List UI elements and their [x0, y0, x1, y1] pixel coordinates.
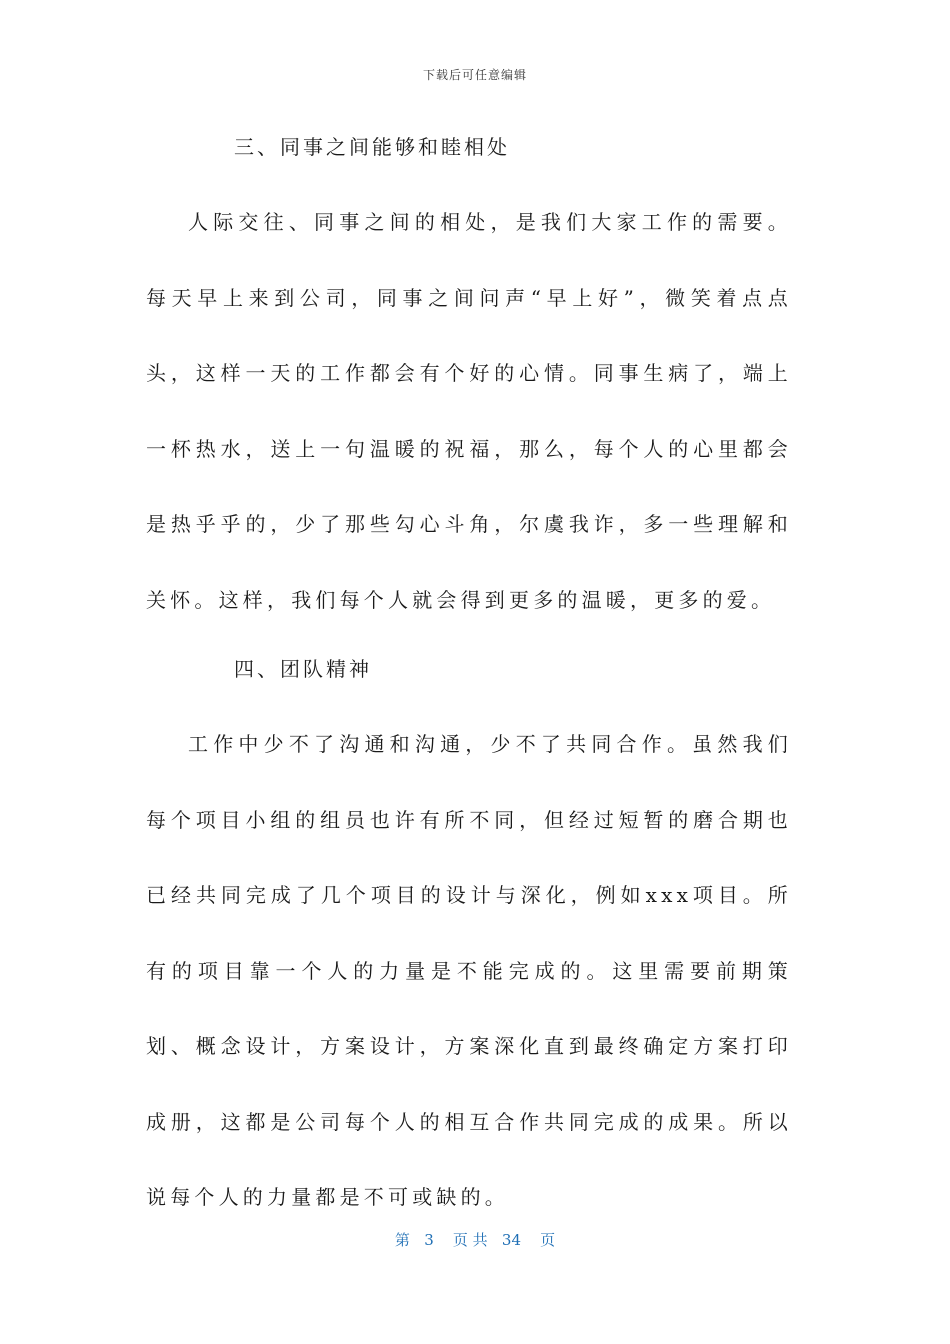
footer-middle: 页 共: [452, 1231, 488, 1249]
page-footer: [0, 1229, 950, 1250]
current-page-number: 3: [424, 1231, 434, 1249]
section-heading-4: 四、团队精神: [234, 657, 372, 681]
section-paragraph-3: 人际交往、同事之间的相处，是我们大家工作的需要。每天早上来到公司，同事之间问声“早上好”，微笑着点点头，这样一天的工作都会有个好的心情。同事生病了，端上一杯热水，送上一句温暖的祝福，那么，每个人的心里都会是热乎乎的，少了那些勾心斗角，尔虞我诈，多一些理解和关怀。这样，我们每个人就会得到更多的温暖，更多的爱。: [146, 210, 792, 612]
document-body: [146, 126, 792, 1248]
section-heading-3: 三、同事之间能够和睦相处: [234, 135, 510, 159]
footer-prefix: 第: [394, 1231, 410, 1249]
section-paragraph-4: 工作中少不了沟通和沟通，少不了共同合作。虽然我们每个项目小组的组员也许有所不同，但经过短暂的磨合期也已经共同完成了几个项目的设计与深化，例如xxx项目。所有的项目靠一个人的力量是不能完成的。这里需要前期策划、概念设计，方案设计，方案深化直到最终确定方案打印成册，这都是公司每个人的相互合作共同完成的成果。所以说每个人的力量都是不可或缺的。: [146, 732, 792, 1209]
footer-suffix: 页: [540, 1231, 556, 1249]
total-pages-number: 34: [501, 1231, 522, 1249]
page-header: 下载后可任意编辑: [422, 68, 527, 82]
